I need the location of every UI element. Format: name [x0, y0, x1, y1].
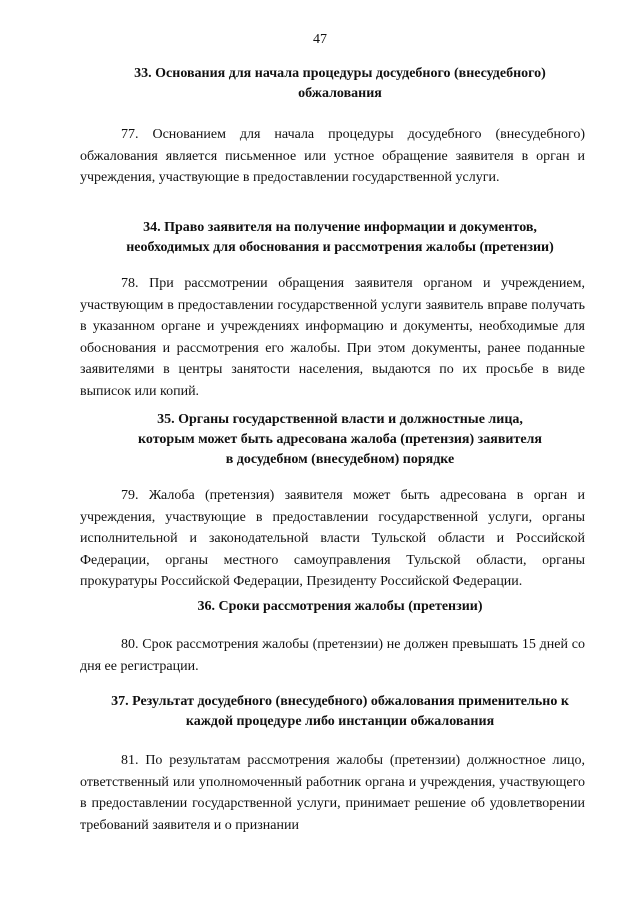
page-number: 47: [313, 32, 327, 47]
heading-line: необходимых для обоснования и рассмотрения жалобы (претензии): [126, 240, 554, 255]
heading-line: 34. Право заявителя на получение информации и документов,: [143, 220, 537, 235]
section-37-heading: [80, 692, 600, 732]
heading-line: 36. Сроки рассмотрения жалобы (претензии): [197, 599, 483, 614]
heading-line: которым может быть адресована жалоба (претензия) заявителя: [138, 432, 542, 447]
section-36-heading: [80, 597, 600, 617]
section-35-heading: [80, 410, 600, 470]
paragraph-78: 78. При рассмотрении обращения заявителя органом и учреждением, участвующим в предоставлении государственной услуги заявитель вправе получать в указанном органе и учреждениях информацию и документы, необходимые для обоснования и рассмотрения его жалобы. При этом документы, ранее поданные заявителями в центры занятости населения, выдаются по их просьбе в виде выписок или копий.: [80, 276, 585, 399]
heading-line: каждой процедуре либо инстанции обжалования: [185, 714, 495, 729]
paragraph-77: 77. Основанием для начала процедуры досудебного (внесудебного) обжалования является письменное или устное обращение заявителя в орган и учреждения, участвующие в предоставлении государственной услуги.: [80, 127, 585, 185]
paragraph-79: 79. Жалоба (претензия) заявителя может быть адресована в орган и учреждения, участвующие в предоставлении государственной услуги, органы исполнительной и законодательной власти Тульской области и Российской Федерации, органы местного самоуправления Тульской области, органы прокуратуры Российской Федерации, Президенту Российской Федерации.: [80, 488, 585, 589]
section-34-heading: [80, 218, 600, 258]
paragraph-80: 80. Срок рассмотрения жалобы (претензии) не должен превышать 15 дней со дня ее регистрации.: [80, 637, 585, 674]
heading-line: 33. Основания для начала процедуры досудебного (внесудебного): [134, 66, 546, 81]
heading-line: обжалования: [298, 86, 382, 101]
heading-line: в досудебном (внесудебном) порядке: [225, 452, 455, 467]
heading-line: 35. Органы государственной власти и должностные лица,: [157, 412, 523, 427]
paragraph-81: 81. По результатам рассмотрения жалобы (претензии) должностное лицо, ответственный или уполномоченный работник органа и учреждения, участвующего в предоставлении государственной услуги, принимает решение об удовлетворении требований заявителя и о признании: [80, 753, 585, 833]
section-33-heading: [80, 64, 600, 104]
heading-line: 37. Результат досудебного (внесудебного) обжалования применительно к: [111, 694, 569, 709]
